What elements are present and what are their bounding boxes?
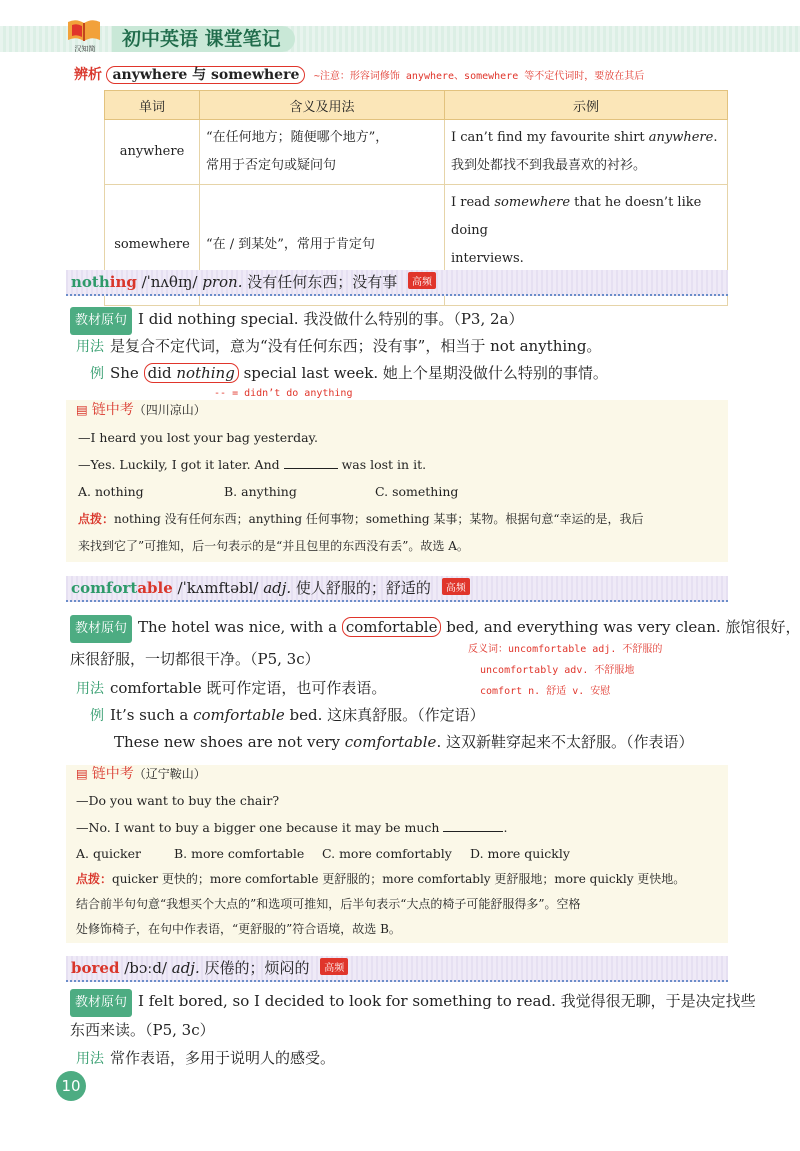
analysis-heading <box>74 64 644 84</box>
textbook-sentence: 教材原句 I felt bored, so I decided to look for something to read. 我觉得很无聊，于是决定找些 <box>70 988 756 1017</box>
headword: bored <box>71 959 120 977</box>
textbook-sentence-cont: 床很舒服，一切都很干净。（P5, 3c） <box>70 650 320 668</box>
analysis-note: ~注意：形容词修饰 anywhere、somewhere 等不定代词时，要放在其后 <box>313 71 645 82</box>
question-line: —No. I want to buy a bigger one because it may be much . <box>76 820 508 835</box>
textbook-label: 教材原句 <box>70 615 132 643</box>
table-header-row <box>105 91 728 120</box>
row-meaning: “在 / 到某处”，常用于肯定句 <box>200 185 445 306</box>
word-heading-comfortable <box>66 576 728 602</box>
tip-line: 处修饰椅子，在句中作表语，“更舒服的”符合语境，故选 B。 <box>76 922 401 936</box>
handwritten-note: -- = didn’t do anything <box>214 388 353 399</box>
part-of-speech: adj. <box>171 959 200 977</box>
usage-line: 用法 是复合不定代词，意为“没有任何东西；没有事”，相当于 not anything。 <box>76 337 602 355</box>
part-of-speech: adj. <box>263 579 292 597</box>
meaning: 使人舒服的；舒适的 <box>291 579 431 597</box>
textbook-sentence-cont: 东西来读。（P5, 3c） <box>70 1021 215 1039</box>
usage-line: 用法 comfortable 既可作定语，也可作表语。 <box>76 679 387 697</box>
col-example: 示例 <box>445 91 728 120</box>
row-example: I read somewhere that he doesn’t like doing interviews. <box>445 185 728 306</box>
header-title: 初中英语 课堂笔记 <box>112 26 295 52</box>
analysis-title: anywhere 与 somewhere <box>106 66 305 84</box>
meaning: 没有任何东西；没有事 <box>242 273 398 291</box>
tip-line: 点拨：nothing 没有任何东西；anything 任何事物；something 某事；某物。根据句意“幸运的是，我后 <box>78 512 644 526</box>
frequency-badge: 高频 <box>408 272 436 289</box>
question-line: —Yes. Luckily, I got it later. And was lost in it. <box>78 457 427 472</box>
frequency-badge: 高频 <box>320 958 348 975</box>
logo-text: 汉知简 <box>74 45 96 53</box>
part-of-speech: pron. <box>202 273 243 291</box>
page-number: 10 <box>56 1071 86 1101</box>
option-a: A. nothing <box>78 484 144 499</box>
tip-line: 结合前半句句意“我想买个大点的”和选项可推知，后半句表示“大点的椅子可能舒服得多”。空格 <box>76 897 581 911</box>
phonetic: /bɔːd/ <box>119 959 172 977</box>
word-heading-nothing <box>66 270 728 296</box>
textbook-sentence: 教材原句 I did nothing special. 我没做什么特别的事。（P3, 2a） <box>70 306 524 335</box>
example-line: These new shoes are not very comfortable. 这双新鞋穿起来不太舒服。（作表语） <box>114 733 694 751</box>
example-line: 例 She did nothing special last week. 她上个星期没做什么特别的事情。 <box>90 364 608 382</box>
option-a: A. quicker <box>76 846 141 861</box>
analysis-label: 辨析 <box>74 67 102 83</box>
row-example: I can’t find my favourite shirt anywhere. 我到处都找不到我最喜欢的衬衫。 <box>445 120 728 185</box>
option-b: B. anything <box>224 484 297 499</box>
handwritten-note: 反义词：uncomfortable adj. 不舒服的 uncomfortably adv. 不舒服地 comfort n. 舒适 v. 安慰 <box>468 644 663 697</box>
option-b: B. more comfortable <box>174 846 305 861</box>
example-label: 例 <box>90 366 104 382</box>
option-c: C. something <box>375 484 459 499</box>
col-meaning: 含义及用法 <box>200 91 445 120</box>
exam-icon: ▤ <box>76 766 88 781</box>
example-line: 例 It’s such a comfortable bed. 这床真舒服。（作定语） <box>90 706 485 724</box>
book-logo-icon <box>64 16 104 44</box>
usage-line: 用法 常作表语，多用于说明人的感受。 <box>76 1049 336 1067</box>
question-line: —Do you want to buy the chair? <box>76 793 280 808</box>
row-meaning: “在任何地方；随便哪个地方”， 常用于否定句或疑问句 <box>200 120 445 185</box>
usage-label: 用法 <box>76 1051 104 1067</box>
option-c: C. more comfortably <box>322 846 452 861</box>
row-word: somewhere <box>105 185 200 306</box>
exam-icon: ▤ <box>76 402 88 417</box>
textbook-label: 教材原句 <box>70 989 132 1017</box>
meaning: 厌倦的；烦闷的 <box>199 959 310 977</box>
example-label: 例 <box>90 708 104 724</box>
usage-label: 用法 <box>76 339 104 355</box>
headword: comfortable <box>71 579 173 597</box>
textbook-label: 教材原句 <box>70 307 132 335</box>
col-word: 单词 <box>105 91 200 120</box>
tip-line: 点拨：quicker 更快的；more comfortable 更舒服的；more comfortably 更舒服地；more quickly 更快地。 <box>76 872 686 886</box>
textbook-sentence: 教材原句 The hotel was nice, with a comfortable bed, and everything was very clean. 旅馆很好， <box>70 614 800 643</box>
word-heading-bored <box>66 956 728 982</box>
option-d: D. more quickly <box>470 846 570 861</box>
table-row <box>105 120 728 185</box>
exam-title-line: ▤ 链中考（辽宁鞍山） <box>76 766 206 782</box>
tip-line: 来找到它了”可推知，后一句表示的是“并且包里的东西没有丢”。故选 A。 <box>78 539 469 553</box>
usage-label: 用法 <box>76 681 104 697</box>
question-line: —I heard you lost your bag yesterday. <box>78 430 318 445</box>
row-word: anywhere <box>105 120 200 185</box>
phonetic: /ˈkʌmftəbl/ <box>172 579 264 597</box>
exam-title-line: ▤ 链中考（四川凉山） <box>76 402 206 418</box>
phonetic: /ˈnʌθɪŋ/ <box>136 273 203 291</box>
headword: nothing <box>71 273 137 291</box>
frequency-badge: 高频 <box>442 578 470 595</box>
